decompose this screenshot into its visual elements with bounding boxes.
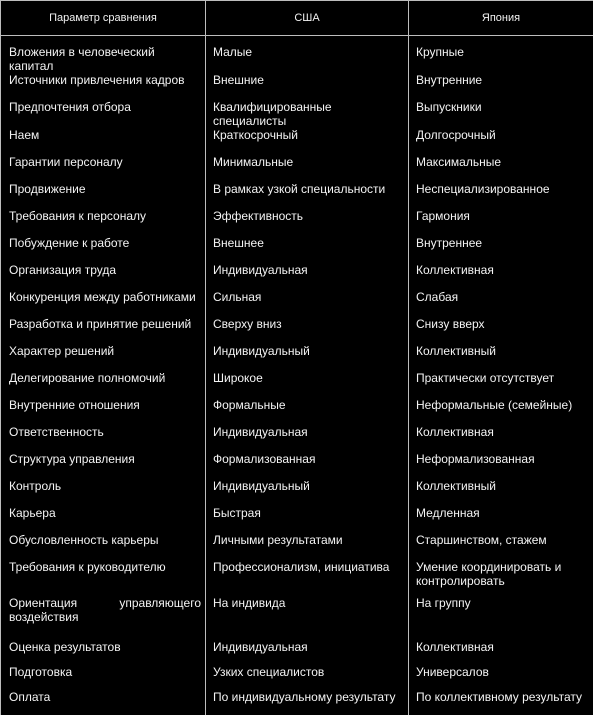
table-row	[1, 690, 593, 715]
cell-parameter: Оценка результатов	[1, 640, 206, 665]
cell-japan: Неформализованная	[409, 452, 593, 479]
cell-japan: Долгосрочный	[409, 128, 593, 155]
cell-parameter: Предпочтения отбора	[1, 100, 206, 128]
cell-japan: Максимальные	[409, 155, 593, 182]
header-usa: США	[206, 1, 409, 36]
cell-usa: Широкое	[206, 371, 409, 398]
cell-usa: Индивидуальная	[206, 640, 409, 665]
table-body	[1, 36, 593, 715]
cell-usa: Краткосрочный	[206, 128, 409, 155]
cell-japan: Крупные	[409, 36, 593, 74]
cell-japan: Выпускники	[409, 100, 593, 128]
cell-usa: Узких специалистов	[206, 665, 409, 690]
table-row	[1, 640, 593, 665]
cell-parameter: Гарантии персоналу	[1, 155, 206, 182]
cell-parameter: Организация труда	[1, 263, 206, 290]
table-row	[1, 209, 593, 236]
cell-parameter: Конкуренция между работниками	[1, 290, 206, 317]
cell-japan: Слабая	[409, 290, 593, 317]
cell-japan: Коллективный	[409, 479, 593, 506]
cell-parameter: Делегирование полномочий	[1, 371, 206, 398]
cell-usa: Личными результатами	[206, 533, 409, 560]
cell-usa: Эффективность	[206, 209, 409, 236]
table-row	[1, 533, 593, 560]
cell-usa: Внешнее	[206, 236, 409, 263]
cell-parameter: Контроль	[1, 479, 206, 506]
cell-japan: Коллективный	[409, 344, 593, 371]
cell-usa: Индивидуальный	[206, 344, 409, 371]
cell-parameter: Обусловленность карьеры	[1, 533, 206, 560]
cell-parameter: Разработка и принятие решений	[1, 317, 206, 344]
cell-usa: Формализованная	[206, 452, 409, 479]
cell-parameter: Продвижение	[1, 182, 206, 209]
cell-usa: Индивидуальный	[206, 479, 409, 506]
cell-usa: Профессионализм, инициатива	[206, 560, 409, 596]
cell-usa: Минимальные	[206, 155, 409, 182]
cell-japan: Универсалов	[409, 665, 593, 690]
cell-japan: Коллективная	[409, 640, 593, 665]
cell-parameter: Подготовка	[1, 665, 206, 690]
cell-japan: Старшинством, стажем	[409, 533, 593, 560]
table-row	[1, 182, 593, 209]
cell-japan: Гармония	[409, 209, 593, 236]
cell-parameter: Побуждение к работе	[1, 236, 206, 263]
table-row	[1, 317, 593, 344]
cell-usa: По индивидуальному результату	[206, 690, 409, 715]
table-row	[1, 100, 593, 128]
cell-japan: Снизу вверх	[409, 317, 593, 344]
table-row	[1, 452, 593, 479]
table-row	[1, 479, 593, 506]
table-row	[1, 236, 593, 263]
cell-japan: На группу	[409, 596, 593, 640]
table-row	[1, 263, 593, 290]
table-row	[1, 560, 593, 596]
cell-japan: Умение координировать и контролировать	[409, 560, 593, 596]
cell-parameter: Структура управления	[1, 452, 206, 479]
table-row	[1, 596, 593, 640]
cell-japan: Коллективная	[409, 425, 593, 452]
cell-usa: На индивида	[206, 596, 409, 640]
header-japan: Япония	[409, 1, 593, 36]
cell-parameter: Карьера	[1, 506, 206, 533]
table-row	[1, 128, 593, 155]
cell-parameter: Ориентация управляющего воздействия	[1, 596, 206, 640]
cell-parameter: Характер решений	[1, 344, 206, 371]
cell-usa: Индивидуальная	[206, 263, 409, 290]
table-row	[1, 344, 593, 371]
cell-parameter: Вложения в человеческий капитал	[1, 36, 206, 74]
cell-usa: Формальные	[206, 398, 409, 425]
cell-japan: Внутреннее	[409, 236, 593, 263]
cell-parameter: Внутренние отношения	[1, 398, 206, 425]
cell-japan: Неспециализированное	[409, 182, 593, 209]
table-row	[1, 155, 593, 182]
cell-usa: Быстрая	[206, 506, 409, 533]
header-row	[1, 1, 593, 36]
cell-parameter: Источники привлечения кадров	[1, 73, 206, 100]
table-row	[1, 36, 593, 74]
cell-japan: Медленная	[409, 506, 593, 533]
cell-usa: В рамках узкой специальности	[206, 182, 409, 209]
table-row	[1, 425, 593, 452]
cell-japan: Внутренние	[409, 73, 593, 100]
cell-japan: По коллективному результату	[409, 690, 593, 715]
cell-parameter: Ответственность	[1, 425, 206, 452]
cell-parameter: Оплата	[1, 690, 206, 715]
cell-usa: Внешние	[206, 73, 409, 100]
table-row	[1, 398, 593, 425]
cell-usa: Малые	[206, 36, 409, 74]
table-header	[1, 1, 593, 36]
cell-parameter: Требования к руководителю	[1, 560, 206, 596]
cell-usa: Сильная	[206, 290, 409, 317]
cell-japan: Неформальные (семейные)	[409, 398, 593, 425]
table-row	[1, 73, 593, 100]
cell-usa: Квалифицированные специалисты	[206, 100, 409, 128]
cell-japan: Практически отсутствует	[409, 371, 593, 398]
table-row	[1, 506, 593, 533]
cell-usa: Сверху вниз	[206, 317, 409, 344]
table-row	[1, 371, 593, 398]
header-parameter: Параметр сравнения	[1, 1, 206, 36]
cell-usa: Индивидуальная	[206, 425, 409, 452]
table-row	[1, 665, 593, 690]
cell-parameter: Наем	[1, 128, 206, 155]
table-row	[1, 290, 593, 317]
cell-parameter: Требования к персоналу	[1, 209, 206, 236]
cell-japan: Коллективная	[409, 263, 593, 290]
